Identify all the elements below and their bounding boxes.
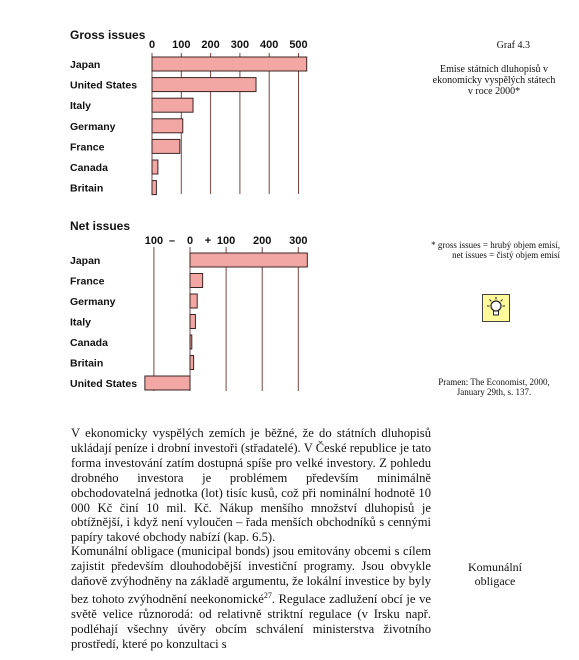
- gross-tick-label: 500: [289, 39, 308, 51]
- net-tick-label: 0: [186, 235, 194, 247]
- paragraph-2-text-b: . Regulace zadlužení obcí je ve světě velice různorodá: od relativně striktní regulace (v Irsku např. podléhají všechny úvěry obcím schválení ministerstva životního prostředí, které po konzultaci s: [71, 591, 431, 651]
- net-tick-label: 100: [144, 235, 164, 247]
- net-category-label: Italy: [70, 316, 92, 329]
- gross-bar: [152, 119, 183, 133]
- net-category-label: Canada: [70, 337, 108, 349]
- gross-bar: [152, 181, 156, 195]
- gross-category-label: United States: [70, 79, 138, 92]
- figure-note: * gross issues = hrubý objem emisí, net issues = čistý objem emisí: [431, 240, 560, 260]
- net-chart-title: Net issues: [70, 219, 131, 233]
- net-bar: [190, 253, 307, 267]
- net-tick-label: 300: [289, 235, 308, 247]
- gross-tick-label: 200: [201, 39, 220, 51]
- gross-tick-label: 0: [148, 39, 156, 51]
- net-category-label: Japan: [70, 255, 101, 267]
- gross-bar: [152, 139, 180, 153]
- gross-category-label: Germany: [70, 120, 116, 133]
- gross-bar: [152, 57, 307, 71]
- net-bar: [190, 274, 203, 288]
- net-plus-sign: +: [204, 235, 212, 247]
- net-bar: [190, 356, 194, 370]
- gross-bar: [152, 98, 193, 112]
- paragraph-1-text: V ekonomicky vyspělých zemích je běžné, že do státních dluhopisů ukládají peníze i drobní investoři (střadatelé). V České republice je tato forma investování zatím dostupná spíše pro velké investory. Z pohledu drobného investora je problémem především minimálně obchodovatelná jednotka (lot) tisíc kusů, což při nominální hodnotě 10 000 Kč činí 10 mil. Kč. Nákup menšího množství dluhopisů je obtížnější, i když není vyloučen – řada menších obchodníků s cennými papíry takové obchody nabízí (kap. 6.5).: [71, 426, 431, 545]
- net-minus-sign: –: [168, 235, 176, 247]
- gross-chart-title: Gross issues: [70, 28, 146, 42]
- lightbulb-icon: [482, 294, 510, 322]
- figure-source: Pramen: The Economist, 2000, January 29th, s. 137.: [438, 377, 550, 397]
- net-tick-label: 100: [216, 235, 236, 247]
- net-bar: [190, 335, 192, 349]
- paragraph-1: [71, 426, 431, 545]
- footnote-ref: 27: [263, 590, 272, 600]
- figure-caption: Emise státních dluhopisů v ekonomicky vyspělých státech v roce 2000*: [432, 64, 556, 97]
- net-category-label: France: [70, 275, 105, 288]
- gross-category-label: Japan: [70, 59, 101, 71]
- gross-bar: [152, 160, 158, 174]
- paragraph-2-text-a: Komunální obligace (municipal bonds) jsou emitovány obcemi s cílem zajistit především dlouhodobější investiční programy. Jsou obvykle daňově zvýhodněny na základě argumentu, že lokální investice by byly bez tohoto zvýhodnění neekonomické: [71, 544, 431, 606]
- net-bar: [190, 315, 195, 329]
- gross-category-label: France: [70, 141, 105, 154]
- gross-tick-label: 300: [230, 39, 250, 51]
- gross-bar: [152, 78, 256, 92]
- net-tick-label: 200: [253, 235, 272, 247]
- gross-category-label: Italy: [70, 100, 92, 113]
- paragraph-2-text: [71, 544, 431, 652]
- net-bar: [190, 294, 197, 308]
- gross-category-label: Canada: [70, 162, 108, 174]
- net-bar: [145, 376, 190, 390]
- net-category-label: United States: [70, 378, 138, 390]
- gross-category-label: Britain: [70, 182, 104, 195]
- paragraph-2: [71, 544, 431, 652]
- net-category-label: Britain: [70, 357, 104, 370]
- figure-number: Graf 4.3: [496, 40, 530, 51]
- gross-tick-label: 400: [260, 39, 279, 51]
- net-category-label: Germany: [70, 296, 116, 308]
- gross-tick-label: 100: [172, 39, 191, 51]
- margin-heading-komunalni: Komunální obligace: [468, 560, 522, 588]
